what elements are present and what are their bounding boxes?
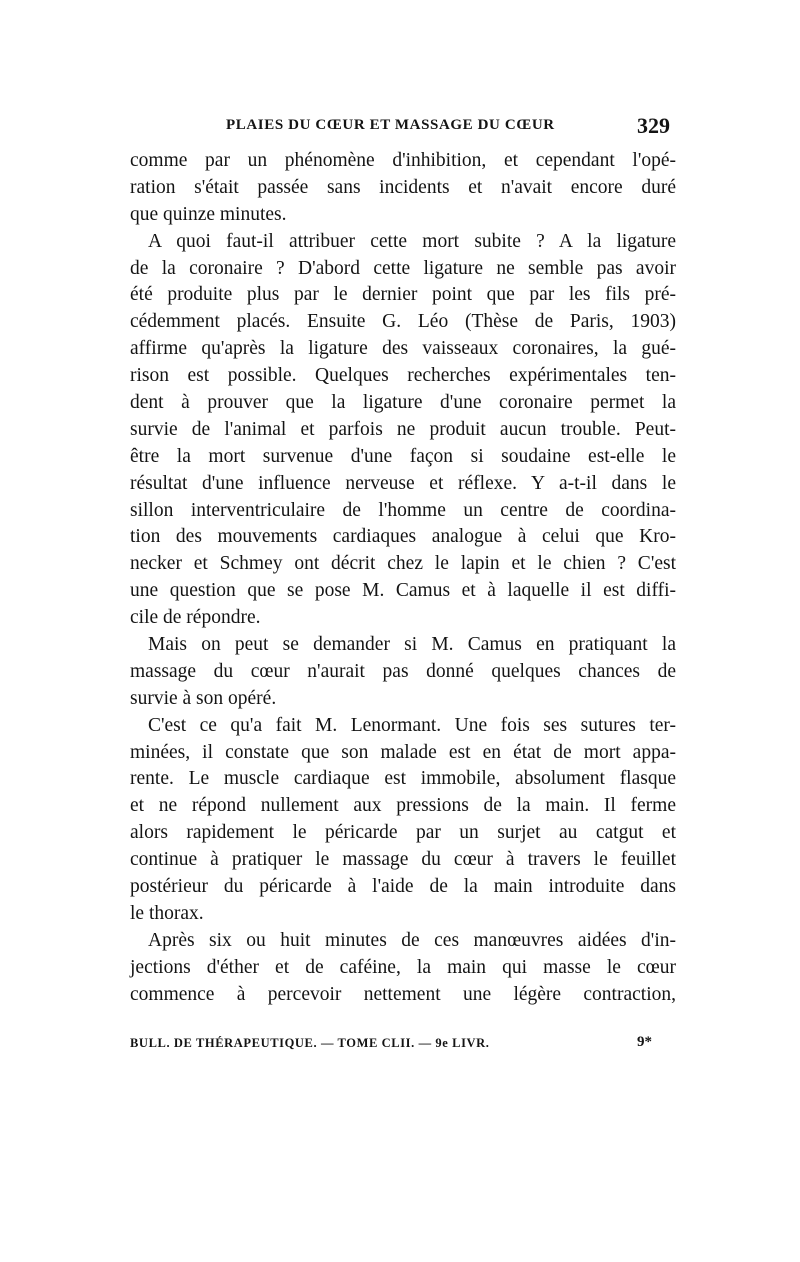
body-text bbox=[130, 148, 676, 1009]
text-line: résultat d'une influence nerveuse et réflexe. Y a-t-il dans le bbox=[130, 472, 676, 494]
text-line: Après six ou huit minutes de ces manœuvres aidées d'in- bbox=[148, 929, 676, 951]
text-line: massage du cœur n'aurait pas donné quelques chances de bbox=[130, 660, 676, 682]
text-line: de la coronaire ? D'abord cette ligature ne semble pas avoir bbox=[130, 257, 676, 279]
text-line: necker et Schmey ont décrit chez le lapin et le chien ? C'est bbox=[130, 553, 676, 575]
text-line: A quoi faut-il attribuer cette mort subite ? A la ligature bbox=[148, 230, 676, 252]
text-line: alors rapidement le péricarde par un surjet au catgut et bbox=[130, 822, 676, 844]
text-line: affirme qu'après la ligature des vaisseaux coronaires, la gué- bbox=[130, 338, 676, 360]
text-line: dent à prouver que la ligature d'une coronaire permet la bbox=[130, 392, 676, 414]
text-line: été produite plus par le dernier point que par les fils pré- bbox=[130, 284, 676, 306]
page-number: 329 bbox=[637, 113, 670, 138]
text-line: comme par un phénomène d'inhibition, et cependant l'opé- bbox=[130, 150, 676, 171]
text-line: Mais on peut se demander si M. Camus en pratiquant la bbox=[148, 634, 676, 656]
text-line: tion des mouvements cardiaques analogue à celui que Kro- bbox=[130, 526, 676, 548]
text-line: et ne répond nullement aux pressions de la main. Il ferme bbox=[130, 795, 676, 817]
footer-signature: BULL. DE THÉRAPEUTIQUE. — TOME CLII. — 9e LIVR. bbox=[130, 1036, 490, 1050]
page-footer bbox=[130, 1036, 652, 1058]
text-line: rente. Le muscle cardiaque est immobile, absolument flasque bbox=[130, 768, 676, 790]
running-head bbox=[128, 113, 676, 139]
text-line: le thorax. bbox=[130, 902, 204, 924]
text-line: commence à percevoir nettement une légère contraction, bbox=[130, 983, 676, 1005]
text-line: que quinze minutes. bbox=[130, 203, 287, 225]
text-line: C'est ce qu'a fait M. Lenormant. Une fois ses sutures ter- bbox=[148, 714, 676, 736]
running-title: PLAIES DU CŒUR ET MASSAGE DU CŒUR bbox=[226, 117, 555, 133]
text-line: rison est possible. Quelques recherches expérimentales ten- bbox=[130, 365, 676, 387]
text-line: une question que se pose M. Camus et à laquelle il est diffi- bbox=[130, 580, 676, 602]
text-line: survie à son opéré. bbox=[130, 687, 277, 709]
text-line: ration s'était passée sans incidents et n'avait encore duré bbox=[130, 176, 676, 198]
text-line: jections d'éther et de caféine, la main qui masse le cœur bbox=[130, 956, 676, 978]
text-line: survie de l'animal et parfois ne produit aucun trouble. Peut- bbox=[130, 418, 676, 440]
text-line: cile de répondre. bbox=[130, 607, 261, 629]
text-line: sillon interventriculaire de l'homme un centre de coordina- bbox=[130, 499, 676, 521]
text-line: continue à pratiquer le massage du cœur à travers le feuillet bbox=[130, 849, 676, 871]
footer-mark: 9* bbox=[637, 1034, 652, 1050]
text-line: minées, il constate que son malade est en état de mort appa- bbox=[130, 741, 676, 763]
text-line: postérieur du péricarde à l'aide de la main introduite dans bbox=[130, 876, 676, 898]
text-line: être la mort survenue d'une façon si soudaine est-elle le bbox=[130, 445, 676, 467]
text-line: cédemment placés. Ensuite G. Léo (Thèse de Paris, 1903) bbox=[130, 311, 676, 333]
